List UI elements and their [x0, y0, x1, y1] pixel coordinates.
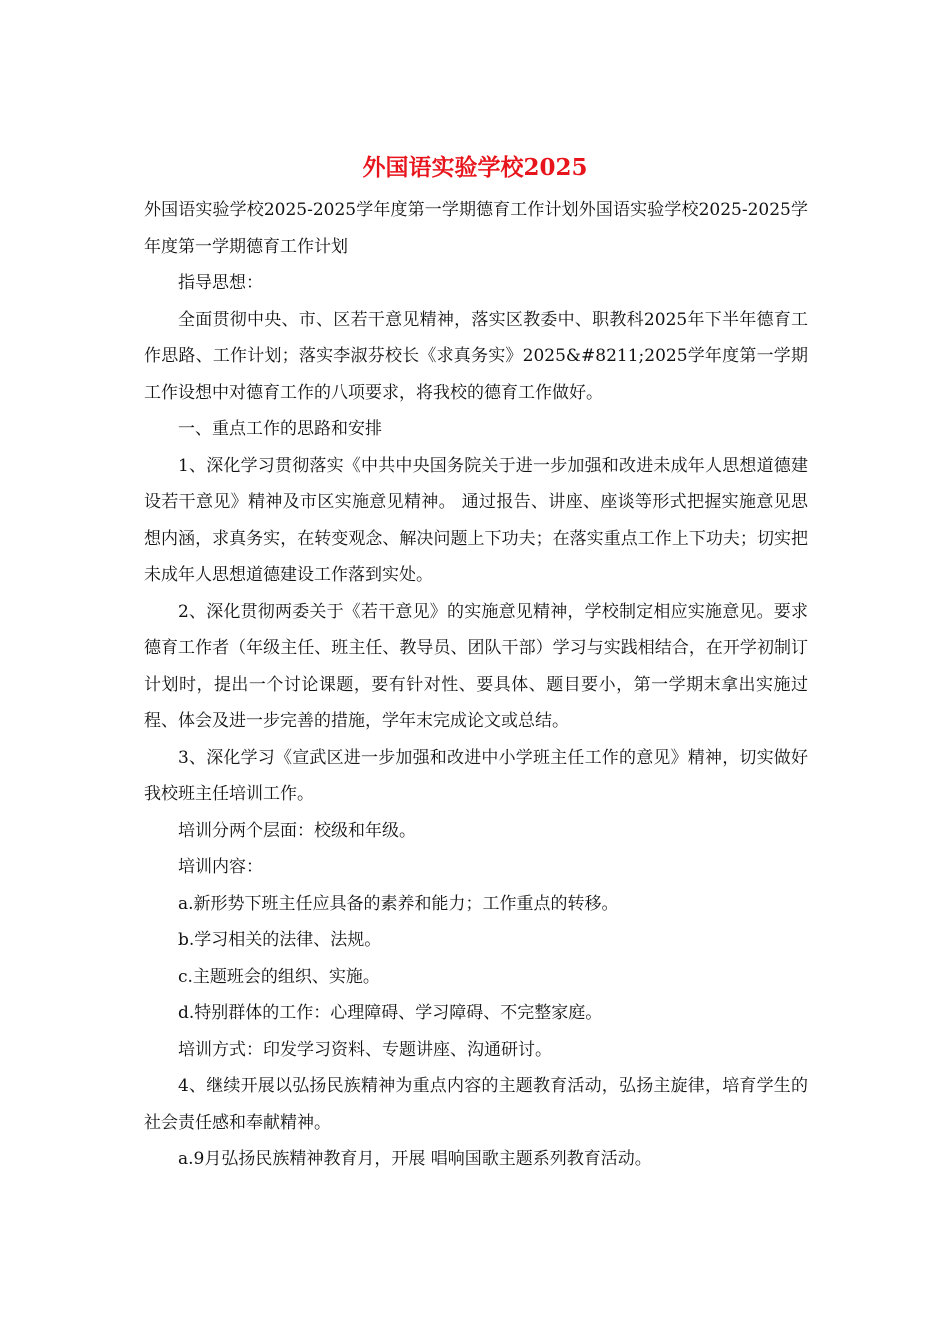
paragraph-item-4a: a.9月弘扬民族精神教育月，开展 唱响国歌主题系列教育活动。: [178, 1149, 652, 1169]
paragraph-item-1: 1、深化学习贯彻落实《中共中央国务院关于进一步加强和改进未成年人思想道德建设若干意见》精神及市区实施意见精神。 通过报告、讲座、座谈等形式把握实施意见思想内涵，求真务实，在转变观念、解决问题上下功夫；在落实重点工作上下功夫；切实把未成年人思想道德建设工作落到实处。: [144, 455, 808, 585]
paragraph-training-c: c.主题班会的组织、实施。: [178, 966, 380, 987]
paragraph-item-4: 4、继续开展以弘扬民族精神为重点内容的主题教育活动，弘扬主旋律，培育学生的社会责任感和奉献精神。: [144, 1076, 808, 1133]
paragraph-training-b: b.学习相关的法律、法规。: [178, 930, 382, 950]
document-body: [144, 192, 808, 1178]
paragraph-training-method: 培训方式：印发学习资料、专题讲座、沟通研讨。: [178, 1039, 552, 1060]
document-title: 外国语实验学校2025: [362, 154, 588, 181]
paragraph-section-one: 一、重点工作的思路和安排: [178, 419, 382, 439]
paragraph-item-2: 2、深化贯彻两委关于《若干意见》的实施意见精神，学校制定相应实施意见。要求德育工作者（年级主任、班主任、教导员、团队干部）学习与实践相结合，在开学初制订计划时，提出一个讨论课题，要有针对性、要具体、题目要小，第一学期末拿出实施过程、体会及进一步完善的措施，学年末完成论文或总结。: [144, 601, 808, 731]
paragraph-guiding-label: 指导思想：: [178, 273, 263, 293]
paragraph-guiding-text: 全面贯彻中央、市、区若干意见精神，落实区教委中、职教科2025年下半年德育工作思路、工作计划；落实李淑芬校长《求真务实》2025&#8211;2025学年度第一学期工作设想中对德育工作的八项要求，将我校的德育工作做好。: [144, 309, 808, 403]
paragraph-training-d: d.特别群体的工作：心理障碍、学习障碍、不完整家庭。: [178, 1003, 603, 1023]
paragraph-training-levels: 培训分两个层面：校级和年级。: [178, 820, 416, 841]
paragraph-training-a: a.新形势下班主任应具备的素养和能力；工作重点的转移。: [178, 893, 619, 914]
paragraph-heading-line: 外国语实验学校2025-2025学年度第一学期德育工作计划外国语实验学校2025-2025学年度第一学期德育工作计划: [144, 200, 808, 257]
paragraph-training-content-label: 培训内容：: [178, 857, 263, 877]
paragraph-item-3: 3、深化学习《宣武区进一步加强和改进中小学班主任工作的意见》精神，切实做好我校班主任培训工作。: [144, 747, 808, 804]
